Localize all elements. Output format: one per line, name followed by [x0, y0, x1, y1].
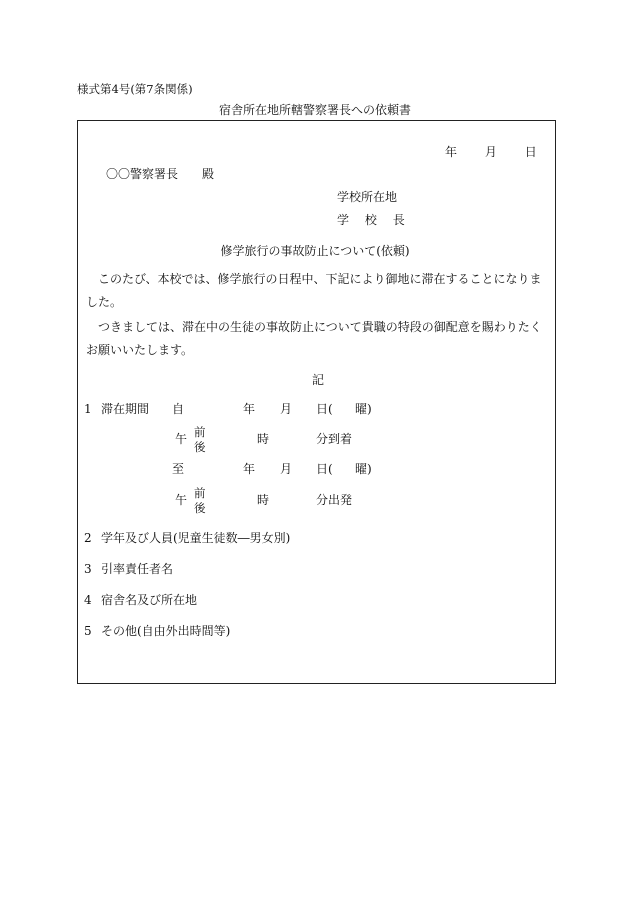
- item-2-number: 2: [84, 531, 92, 545]
- period-to: 至: [172, 462, 185, 476]
- period-from-month: 月: [280, 402, 293, 416]
- form-number-label: 様式第4号(第7条関係): [77, 82, 193, 96]
- addressee-name: 〇〇警察署長: [106, 167, 179, 181]
- item-3-number: 3: [84, 562, 92, 576]
- body-paragraph-1: このたび、本校では、修学旅行の日程中、下記により御地に滞在することになりました。: [86, 272, 542, 309]
- date-line: [445, 146, 537, 158]
- arrival-am: 前: [194, 425, 206, 439]
- school-head-char-2: 校: [364, 213, 377, 227]
- arrival-am-pm-prefix: 午: [175, 432, 188, 446]
- school-head-char-1: 学: [337, 213, 350, 227]
- arrival-hour: 時: [257, 432, 270, 446]
- period-to-year: 年: [243, 462, 256, 476]
- period-from-year: 年: [243, 402, 256, 416]
- item-3-label: 引率責任者名: [101, 562, 174, 576]
- item-4-label: 宿舎名及び所在地: [101, 593, 198, 607]
- subject-line: 修学旅行の事故防止について(依頼): [220, 244, 410, 258]
- date-month: 月: [484, 145, 497, 159]
- date-year: 年: [445, 145, 458, 159]
- period-to-month: 月: [280, 462, 293, 476]
- departure-pm: 後: [194, 501, 206, 515]
- item-1-number: 1: [84, 402, 92, 416]
- departure-hour: 時: [257, 493, 270, 507]
- period-to-weekday: 曜): [355, 462, 372, 476]
- school-head-char-3: 長: [392, 213, 405, 227]
- ki-heading: 記: [312, 373, 325, 387]
- arrival-minute: 分到着: [316, 432, 353, 446]
- document-title: 宿舎所在地所轄警察署長への依頼書: [218, 103, 411, 117]
- period-to-day: 日(: [316, 462, 333, 476]
- period-from-day: 日(: [316, 402, 333, 416]
- item-5-label: その他(自由外出時間等): [101, 624, 231, 638]
- departure-minute: 分出発: [316, 493, 353, 507]
- departure-am-pm-stack: [194, 486, 206, 516]
- school-location-label: 学校所在地: [337, 190, 398, 204]
- period-from: 自: [172, 402, 185, 416]
- departure-am-pm-prefix: 午: [175, 493, 188, 507]
- item-1-label: 滞在期間: [101, 402, 150, 416]
- date-day: 日: [524, 145, 537, 159]
- arrival-pm: 後: [194, 440, 206, 454]
- departure-am: 前: [194, 486, 206, 500]
- period-from-weekday: 曜): [355, 402, 372, 416]
- item-4-number: 4: [84, 593, 92, 607]
- school-head-label: [337, 214, 405, 226]
- item-2-label: 学年及び人員(児童生徒数―男女別): [101, 531, 291, 545]
- item-5-number: 5: [84, 624, 92, 638]
- addressee-line: [106, 168, 214, 180]
- arrival-am-pm-stack: [194, 425, 206, 455]
- addressee-honorific: 殿: [202, 167, 215, 181]
- body-paragraph-2: つきましては、滞在中の生徒の事故防止について貴職の特段の御配意を賜わりたくお願いいたします。: [86, 320, 542, 357]
